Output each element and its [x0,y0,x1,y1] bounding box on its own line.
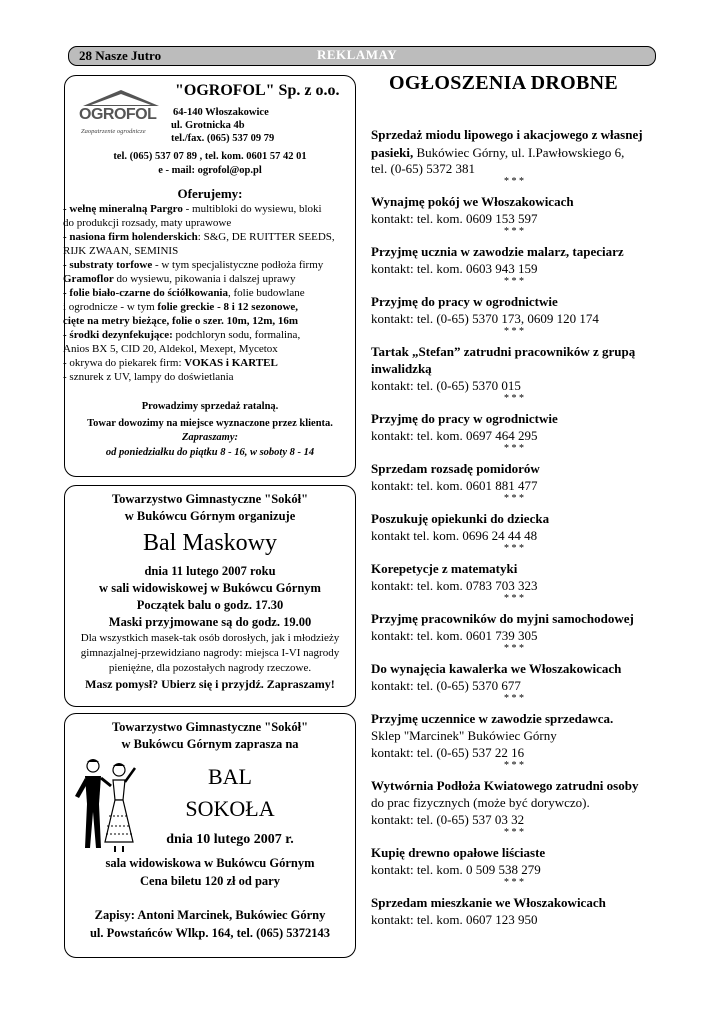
separator-stars: * * * [504,760,524,771]
list-item: RIJK ZWAAN, SEMINIS [63,245,179,257]
section-title: REKLAMAY [317,47,398,62]
event-title-2: SOKOŁA [185,796,275,821]
bal-maskowy-ad [64,485,356,707]
prizes-desc-2: gimnazjalnej-przewidziano nagrody: miejsca I-VI nagrody [80,647,340,659]
contact-line-2: ul. Powstańców Wlkp. 164, tel. (065) 5372143 [89,926,331,940]
separator-stars: * * * [504,593,524,604]
classified-text: kontakt: tel. kom. 0601 881 477 [371,478,538,493]
list-item: - substraty torfowe - w tym specjalistyczne podłoża firmy [63,259,324,271]
opening-hours: od poniedziałku do piątku 8 - 16, w soboty 8 - 14 [105,447,315,458]
classified-heading: Wytwórnia Podłoża Kwiatowego zatrudni osoby [371,778,639,793]
classified-text: kontakt: tel. kom. 0 509 538 279 [371,862,541,877]
separator-stars: * * * [504,176,524,187]
list-item: do produkcji rozsady, maty uprawowe [63,217,232,229]
classifieds-title: OGŁOSZENIA DROBNE [389,72,619,94]
classified-heading: Przyjmę do pracy w ogrodnictwie [371,294,558,309]
classified-heading: Korepetycje z matematyki [371,561,518,576]
classified-text: kontakt: tel. kom. 0697 464 295 [371,428,538,443]
company-address: 64-140 Włoszakowice ul. Grotnicka 4b tel./fax. (065) 537 09 79 [171,107,275,144]
classified-text: kontakt tel. kom. 0696 24 44 48 [371,528,538,543]
event-start: Początek balu o godz. 17.30 [136,598,284,612]
page-header [68,46,656,66]
classified-heading: inwalidzką [371,361,432,376]
separator-stars: * * * [504,226,524,237]
organizer-line2: w Bukówcu Górnym organizuje [124,509,296,523]
company-email: e - mail: ogrofol@op.pl [158,165,262,176]
separator-stars: * * * [504,393,524,404]
classified-heading: Tartak „Stefan” zatrudni pracowników z grupą [371,344,636,359]
list-item: Gramoflor do wysiewu, pikowania i dalszej uprawy [63,273,296,285]
installments-note: Prowadzimy sprzedaż ratalną. [141,401,279,412]
invite-label: Zapraszamy: [182,432,238,443]
ticket-price: Cena biletu 120 zł od pary [140,874,280,888]
classified-text: kontakt: tel. kom. 0609 153 597 [371,211,538,226]
event-date: dnia 10 lutego 2007 r. [166,832,294,847]
ogrofol-logo: OGROFOL Zaopatrzenie ogrodnicze [79,90,165,150]
prizes-desc-3: pieniężne, dla pozostałych nagrody rzeczowe. [108,662,312,674]
event-place: w sali widowiskowej w Bukówcu Górnym [99,581,321,595]
list-item: cięte na metry bieżące, folie o szer. 10m, 12m, 16m [63,315,299,327]
separator-stars: * * * [504,543,524,554]
list-item: - folie biało-czarne do ściółkowania, folie budowlane [63,287,305,299]
separator-stars: * * * [504,443,524,454]
classified-text: tel. (0-65) 5372 381 [371,161,475,176]
list-item: - wełnę mineralną Pargro - multibloki do wysiewu, bloki [63,203,322,215]
classified-heading: Przyjmę pracowników do myjni samochodowej [371,611,634,626]
separator-stars: * * * [504,827,524,838]
classified-heading: Poszukuję opiekunki do dziecka [371,511,550,526]
classified-text: kontakt: tel. kom. 0607 123 950 [371,912,538,927]
event-date: dnia 11 lutego 2007 roku [144,564,276,578]
separator-stars: * * * [504,877,524,888]
list-item: - środki dezynfekujące: podchloryn sodu, formalina, [63,329,301,341]
classified-heading: Sprzedam mieszkanie we Włoszakowicach [371,895,606,910]
classified-text: kontakt: tel. (0-65) 5370 015 [371,378,521,393]
classified-heading: Przyjmę do pracy w ogrodnictwie [371,411,558,426]
classified-text: Sklep "Marcinek" Bukówiec Górny [371,728,557,743]
offer-list [63,202,353,384]
list-item: Anios BX 5, CID 20, Aldekol, Mexept, Mycetox [63,343,278,355]
bal-sokola-ad [64,713,356,958]
offer-title: Oferujemy: [177,186,243,201]
classified-text: kontakt: tel. (0-65) 537 22 16 [371,745,525,760]
separator-stars: * * * [504,493,524,504]
classified-text: kontakt: tel. (0-65) 537 03 32 [371,812,525,827]
classified-heading: Przyjmę uczennice w zawodzie sprzedawca. [371,711,614,726]
event-title-1: BAL [208,764,252,789]
list-item: - sznurek z UV, lampy do doświetlania [63,371,234,383]
list-item: - okrywa do piekarek firm: VOKAS i KARTEL [63,357,278,369]
organizer: Towarzystwo Gimnastyczne "Sokół" [111,720,309,734]
classified-text: pasieki, Bukówiec Górny, ul. I.Pawłowskiego 6, [371,145,625,160]
separator-stars: * * * [504,326,524,337]
classified-text: kontakt: tel. (0-65) 5370 677 [371,678,521,693]
separator-stars: * * * [504,643,524,654]
delivery-note: Towar dowozimy na miejsce wyznaczone przez klienta. [87,418,333,429]
classified-heading: Sprzedam rozsadę pomidorów [371,461,540,476]
classified-heading: Kupię drewno opałowe liściaste [371,845,546,860]
classified-text: kontakt: tel. kom. 0603 943 159 [371,261,538,276]
ogrofol-ad [64,75,356,477]
slogan: Masz pomysł? Ubierz się i przyjdź. Zapraszamy! [85,677,335,691]
separator-stars: * * * [504,276,524,287]
classified-text: do prac fizycznych (może być dorywczo). [371,795,590,810]
classified-text: kontakt: tel. kom. 0601 739 305 [371,628,538,643]
page-number: 28 Nasze Jutro [79,48,162,63]
separator-stars: * * * [504,693,524,704]
classified-heading: Przyjmę ucznia w zawodzie malarz, tapeciarz [371,244,624,259]
list-item: - nasiona firm holenderskich: S&G, DE RUITTER SEEDS, [63,231,335,243]
organizer: Towarzystwo Gimnastyczne "Sokół" [111,492,309,506]
masks-deadline: Maski przyjmowane są do godz. 19.00 [108,615,312,629]
classified-heading: Sprzedaż miodu lipowego i akacjowego z własnej [371,127,643,142]
list-item: i ogrodnicze - w tym folie greckie - 8 i 12 sezonowe, [63,301,299,313]
classified-heading: Wynajmę pokój we Włoszakowicach [371,194,574,209]
company-tel: tel. (065) 537 07 89 , tel. kom. 0601 57 42 01 [113,151,307,162]
classified-heading: Do wynajęcia kawalerka we Włoszakowicach [371,661,622,676]
classified-text: kontakt: tel. (0-65) 5370 173, 0609 120 174 [371,311,599,326]
contact-line-1: Zapisy: Antoni Marcinek, Bukówiec Górny [94,908,326,922]
classified-text: kontakt: tel. kom. 0783 703 323 [371,578,538,593]
organizer-line2: w Bukówcu Górnym zaprasza na [121,737,299,751]
prizes-desc-1: Dla wszystkich masek-tak osób dorosłych, jak i młodzieży [80,632,340,644]
company-name: "OGROFOL" Sp. z o.o. [175,82,340,99]
event-title: Bal Maskowy [143,530,277,556]
event-place: sala widowiskowa w Bukówcu Górnym [105,856,315,870]
